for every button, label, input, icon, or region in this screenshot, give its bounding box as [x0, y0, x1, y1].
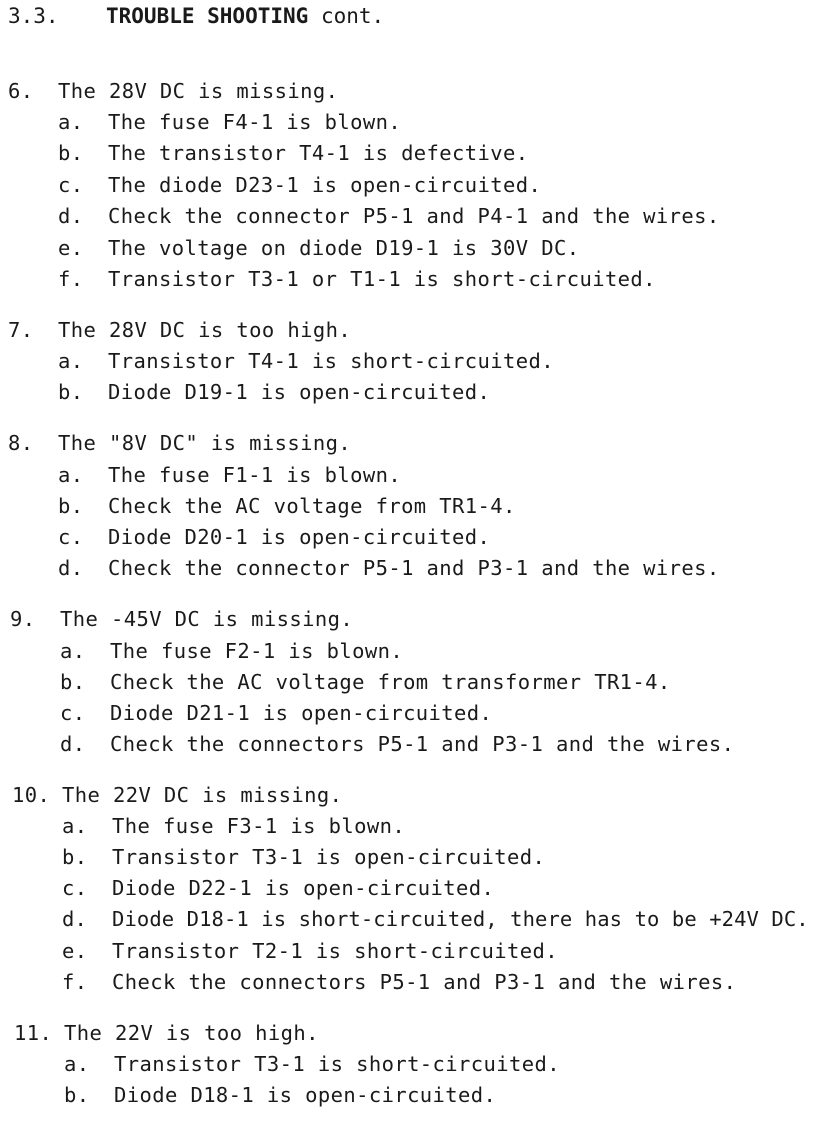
item-title: The 22V DC is missing.: [62, 783, 343, 807]
section-title: TROUBLE SHOOTING: [106, 4, 309, 28]
subitem-letter: e.: [58, 236, 84, 260]
trouble-subitem: [58, 202, 720, 230]
item-number: 8.: [8, 431, 34, 455]
subitem-letter: b.: [58, 141, 84, 165]
subitem-text: The fuse F3-1 is blown.: [112, 814, 406, 838]
subitem-letter: a.: [62, 814, 88, 838]
subitem-letter: a.: [58, 349, 84, 373]
subitem-letter: c.: [60, 701, 86, 725]
subitem-letter: c.: [62, 876, 88, 900]
subitem-text: Diode D18-1 is open-circuited.: [114, 1083, 497, 1107]
trouble-item-title: [8, 429, 351, 457]
subitem-letter: b.: [62, 845, 88, 869]
trouble-subitem: [58, 234, 579, 262]
subitem-text: Diode D20-1 is open-circuited.: [108, 525, 491, 549]
subitem-letter: d.: [58, 204, 84, 228]
subitem-text: The fuse F1-1 is blown.: [108, 463, 402, 487]
trouble-subitem: [64, 1050, 560, 1078]
subitem-letter: a.: [64, 1052, 90, 1076]
subitem-letter: b.: [58, 494, 84, 518]
item-title: The "8V DC" is missing.: [58, 431, 352, 455]
trouble-item-title: [8, 316, 351, 344]
trouble-subitem: [62, 812, 405, 840]
trouble-subitem: [58, 139, 529, 167]
subitem-letter: e.: [62, 939, 88, 963]
subitem-text: Check the connectors P5-1 and P3-1 and the wires.: [110, 732, 735, 756]
trouble-item-title: [12, 781, 342, 809]
item-title: The 22V is too high.: [64, 1021, 319, 1045]
subitem-letter: d.: [60, 732, 86, 756]
subitem-letter: a.: [60, 639, 86, 663]
subitem-letter: d.: [58, 556, 84, 580]
subitem-text: Transistor T2-1 is short-circuited.: [112, 939, 558, 963]
subitem-text: Diode D21-1 is open-circuited.: [110, 701, 493, 725]
item-number: 9.: [10, 607, 36, 631]
subitem-text: The diode D23-1 is open-circuited.: [108, 173, 542, 197]
trouble-subitem: [60, 668, 671, 696]
subitem-text: Transistor T3-1 is short-circuited.: [114, 1052, 560, 1076]
subitem-text: The voltage on diode D19-1 is 30V DC.: [108, 236, 580, 260]
trouble-subitem: [58, 461, 401, 489]
subitem-text: Diode D18-1 is short-circuited, there has to be +24V DC.: [112, 907, 809, 931]
subitem-text: Transistor T3-1 is open-circuited.: [112, 845, 546, 869]
item-number: 6.: [8, 79, 34, 103]
trouble-subitem: [58, 347, 554, 375]
subitem-letter: f.: [62, 970, 88, 994]
section-suffix: cont.: [320, 4, 385, 28]
item-number: 11.: [14, 1021, 53, 1045]
subitem-text: The transistor T4-1 is defective.: [108, 141, 529, 165]
subitem-text: Check the AC voltage from TR1-4.: [108, 494, 516, 518]
trouble-subitem: [60, 637, 403, 665]
section-header: [8, 2, 384, 30]
subitem-text: Check the connectors P5-1 and P3-1 and the wires.: [112, 970, 737, 994]
subitem-text: Transistor T4-1 is short-circuited.: [108, 349, 554, 373]
trouble-subitem: [58, 265, 656, 293]
subitem-text: The fuse F4-1 is blown.: [108, 110, 402, 134]
trouble-subitem: [64, 1081, 496, 1109]
trouble-item-title: [10, 605, 353, 633]
trouble-subitem: [58, 378, 490, 406]
item-number: 7.: [8, 318, 34, 342]
trouble-subitem: [62, 843, 545, 871]
section-number: 3.3.: [8, 4, 59, 28]
trouble-subitem: [62, 905, 809, 933]
trouble-subitem: [58, 108, 401, 136]
trouble-subitem: [58, 492, 516, 520]
item-title: The 28V DC is too high.: [58, 318, 352, 342]
trouble-subitem: [60, 699, 492, 727]
trouble-item-title: [8, 77, 338, 105]
trouble-subitem: [60, 730, 734, 758]
subitem-letter: b.: [60, 670, 86, 694]
subitem-letter: a.: [58, 110, 84, 134]
subitem-text: Diode D22-1 is open-circuited.: [112, 876, 495, 900]
subitem-text: Diode D19-1 is open-circuited.: [108, 380, 491, 404]
subitem-letter: a.: [58, 463, 84, 487]
item-number: 10.: [12, 783, 51, 807]
subitem-text: Check the connector P5-1 and P3-1 and the wires.: [108, 556, 720, 580]
subitem-letter: b.: [58, 380, 84, 404]
trouble-subitem: [62, 937, 558, 965]
item-title: The -45V DC is missing.: [60, 607, 354, 631]
subitem-letter: b.: [64, 1083, 90, 1107]
trouble-subitem: [58, 554, 720, 582]
trouble-item-title: [14, 1019, 319, 1047]
trouble-subitem: [58, 523, 490, 551]
subitem-letter: f.: [58, 267, 84, 291]
subitem-letter: c.: [58, 525, 84, 549]
subitem-letter: c.: [58, 173, 84, 197]
subitem-text: The fuse F2-1 is blown.: [110, 639, 404, 663]
subitem-text: Transistor T3-1 or T1-1 is short-circuited.: [108, 267, 656, 291]
subitem-text: Check the AC voltage from transformer TR1-4.: [110, 670, 671, 694]
item-title: The 28V DC is missing.: [58, 79, 339, 103]
subitem-letter: d.: [62, 907, 87, 931]
subitem-text: Check the connector P5-1 and P4-1 and the wires.: [108, 204, 720, 228]
trouble-subitem: [62, 968, 736, 996]
trouble-subitem: [62, 874, 494, 902]
trouble-subitem: [58, 171, 541, 199]
